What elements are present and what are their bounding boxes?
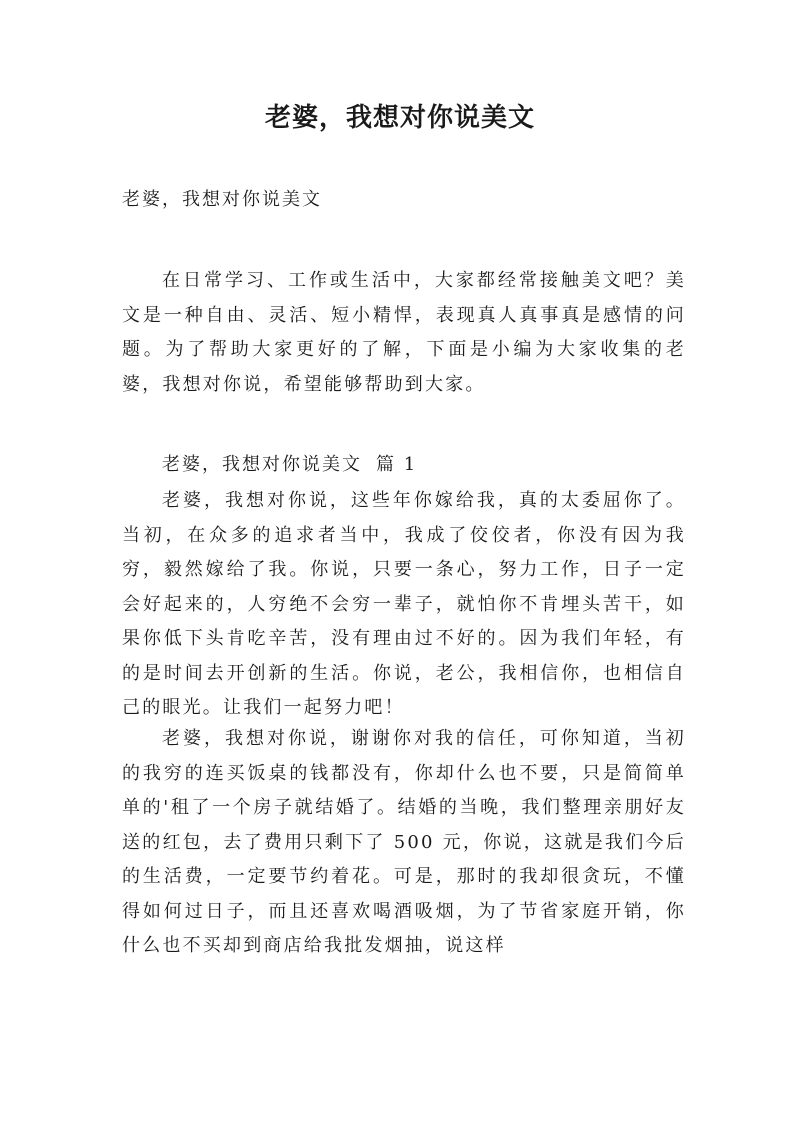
document-title: 老婆，我想对你说美文 [264,103,535,133]
document-subtitle: 老婆，我想对你说美文 [122,189,322,210]
section-number: 篇 1 [376,454,418,475]
section-heading-text: 老婆，我想对你说美文 [162,454,362,475]
intro-paragraph: 在日常学习、工作或生活中，大家都经常接触美文吧？美文是一种自由、灵活、短小精悍，表现真人真事真是感情的问题。为了帮助大家更好的了解，下面是小编为大家收集的老婆，我想对你说，希望能够帮助到大家。 [122,270,686,395]
body-paragraph-2: 老婆，我想对你说，谢谢你对我的信任，可你知道，当初的我穷的连买饭桌的钱都没有，你却什么也不要，只是简简单单的'租了一个房子就结婚了。结婚的当晚，我们整理亲朋好友送的红包，去了费用只剩下了 500 元，你说，这就是我们今后的生活费，一定要节约着花。可是，那时的我却很贪玩，不懂得如何过日子，而且还喜欢喝酒吸烟，为了节省家庭开销，你什么也不买却到商店给我批发烟抽，说这样 [122,728,686,956]
section-heading [162,451,417,479]
body-paragraph-1: 老婆，我想对你说，这些年你嫁给我，真的太委屈你了。当初，在众多的追求者当中，我成了佼佼者，你没有因为我穷，毅然嫁给了我。你说，只要一条心，努力工作，日子一定会好起来的，人穷绝不会穷一辈子，就怕你不肯埋头苦干，如果你低下头肯吃辛苦，没有理由过不好的。因为我们年轻，有的是时间去开创新的生活。你说，老公，我相信你，也相信自己的眼光。让我们一起努力吧！ [122,490,686,718]
